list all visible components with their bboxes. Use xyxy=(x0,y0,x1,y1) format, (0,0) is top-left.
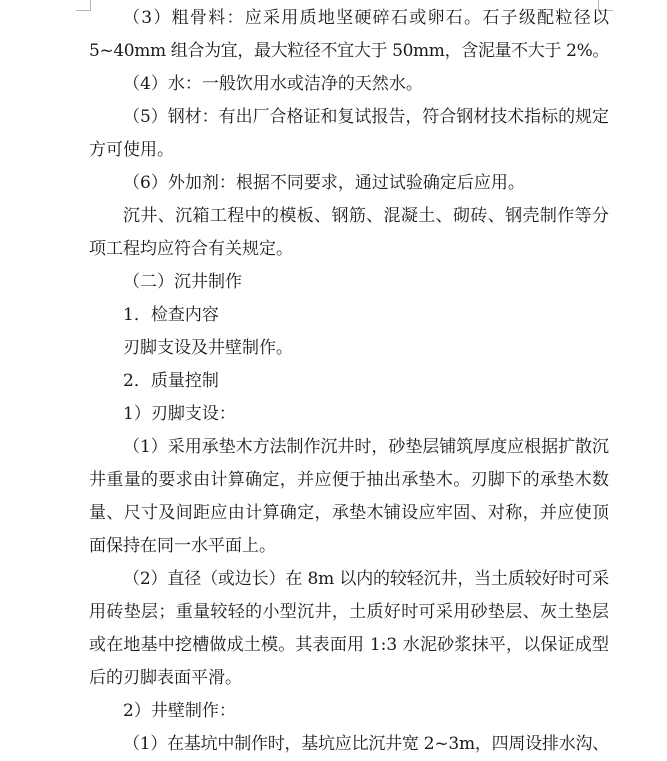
text-line: 沉井、沉箱工程中的模板、钢筋、混凝土、砌砖、钢壳制作等分 xyxy=(123,206,609,226)
section-heading: （二）沉井制作 xyxy=(123,272,242,292)
item-heading: 1）刃脚支设： xyxy=(123,404,236,424)
subsection-heading: 2．质量控制 xyxy=(123,371,219,391)
text-block xyxy=(89,2,609,761)
text-line: （1）采用承垫木方法制作沉井时，砂垫层铺筑厚度应根据扩散沉 xyxy=(123,437,609,457)
text-line: 后的刃脚表面平滑。 xyxy=(89,668,242,688)
item-heading: 2）井壁制作： xyxy=(123,701,236,721)
text-line: 用砖垫层；重量较轻的小型沉井，土质好时可采用砂垫层、灰土垫层 xyxy=(89,602,609,622)
text-line: （4）水：一般饮用水或洁净的天然水。 xyxy=(123,74,423,94)
text-line: 井重量的要求由计算确定，并应便于抽出承垫木。刃脚下的承垫木数 xyxy=(89,470,609,490)
text-line: （2）直径（或边长）在 8m 以内的较轻沉井，当土质较好时可采 xyxy=(123,569,609,589)
text-line: （5）钢材：有出厂合格证和复试报告，符合钢材技术指标的规定 xyxy=(123,107,609,127)
text-line: 项工程均应符合有关规定。 xyxy=(89,239,293,259)
text-line: 刃脚支设及井壁制作。 xyxy=(123,338,293,358)
text-line: 或在地基中挖槽做成土模。其表面用 1:3 水泥砂浆抹平，以保证成型 xyxy=(89,635,609,655)
subsection-heading: 1．检查内容 xyxy=(123,305,219,325)
text-line: 量、尺寸及间距应由计算确定，承垫木铺设应牢固、对称，并应使顶 xyxy=(89,503,609,523)
text-line: （6）外加剂：根据不同要求，通过试验确定后应用。 xyxy=(123,173,525,193)
text-line: 方可使用。 xyxy=(89,140,174,160)
text-line: （1）在基坑中制作时，基坑应比沉井宽 2~3m，四周设排水沟、 xyxy=(123,734,609,754)
document-body xyxy=(89,0,609,761)
text-line: 面保持在同一水平面上。 xyxy=(89,536,276,556)
text-line: 5~40mm 组合为宜，最大粒径不宜大于 50mm，含泥量不大于 2%。 xyxy=(89,41,609,61)
text-line: （3）粗骨料：应采用质地坚硬碎石或卵石。石子级配粒径以 xyxy=(123,8,609,28)
